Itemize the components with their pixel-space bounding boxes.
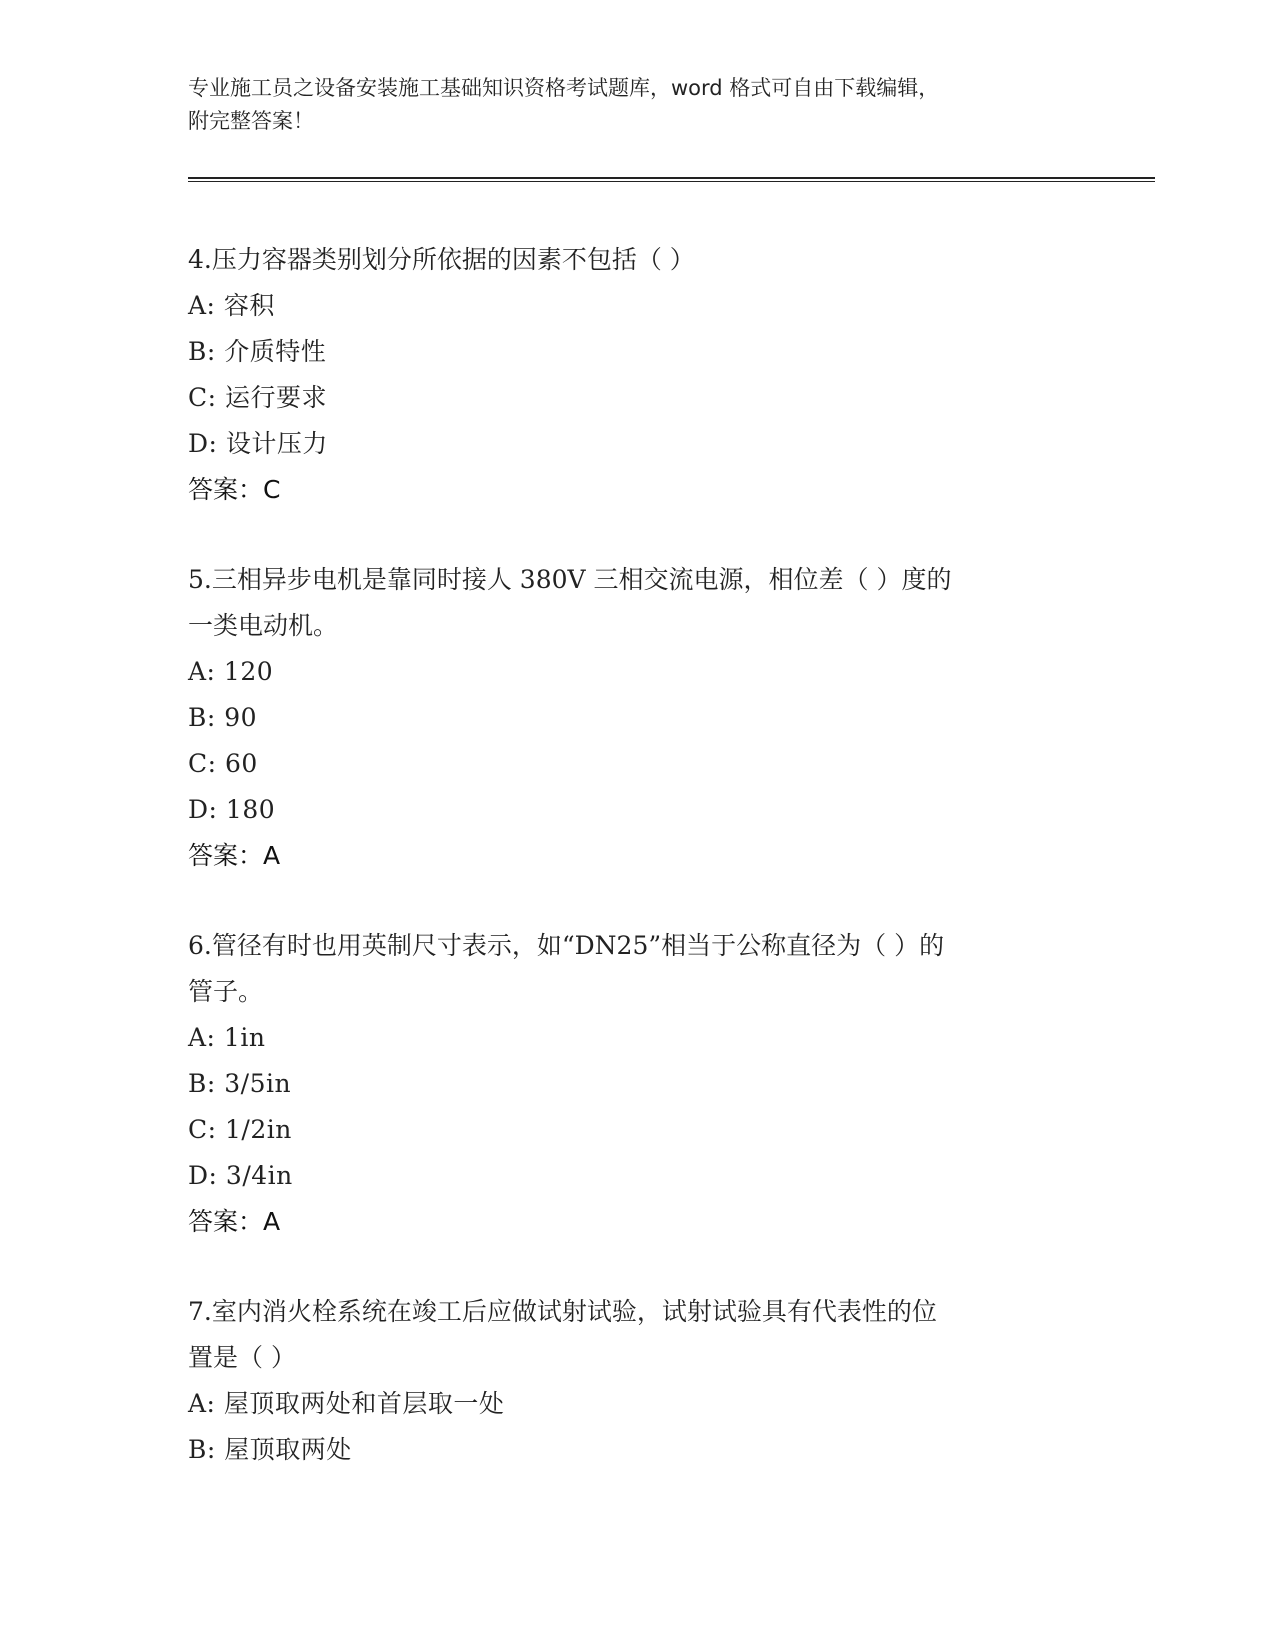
- question-list: [188, 237, 1088, 1517]
- question-stem-continued: 置是（ ）: [188, 1343, 296, 1372]
- option-a: A: 1in: [188, 1023, 266, 1052]
- question-4: [188, 237, 1088, 513]
- option-c: C: 1/2in: [188, 1115, 292, 1144]
- option-b: B: 屋顶取两处: [188, 1435, 352, 1464]
- document-header: [188, 72, 1068, 138]
- option-b: B: 介质特性: [188, 337, 327, 366]
- option-a: A: 容积: [188, 291, 275, 320]
- header-divider-thin: [188, 181, 1155, 182]
- option-c: C: 运行要求: [188, 383, 327, 412]
- header-divider-thick: [188, 177, 1155, 179]
- answer-line: 答案：A: [188, 841, 281, 870]
- header-line-1: 专业施工员之设备安装施工基础知识资格考试题库，word 格式可自由下载编辑，: [188, 76, 940, 100]
- header-line-2: 附完整答案！: [188, 109, 314, 133]
- question-stem: 5.三相异步电机是靠同时接人 380V 三相交流电源，相位差（ ）度的: [188, 565, 952, 594]
- question-5: [188, 557, 1088, 879]
- option-b: B: 90: [188, 703, 258, 732]
- answer-line: 答案：A: [188, 1207, 281, 1236]
- option-d: D: 设计压力: [188, 429, 328, 458]
- question-stem: 6.管径有时也用英制尺寸表示，如“DN25”相当于公称直径为（ ）的: [188, 931, 945, 960]
- answer-line: 答案：C: [188, 475, 281, 504]
- option-a: A: 120: [188, 657, 274, 686]
- option-b: B: 3/5in: [188, 1069, 292, 1098]
- question-stem-continued: 管子。: [188, 977, 264, 1006]
- option-a: A: 屋顶取两处和首层取一处: [188, 1389, 505, 1418]
- question-stem: 7.室内消火栓系统在竣工后应做试射试验，试射试验具有代表性的位: [188, 1297, 937, 1326]
- question-stem: 4.压力容器类别划分所依据的因素不包括（ ）: [188, 245, 695, 274]
- question-stem-continued: 一类电动机。: [188, 611, 339, 640]
- question-6: [188, 923, 1088, 1245]
- option-d: D: 180: [188, 795, 276, 824]
- option-c: C: 60: [188, 749, 258, 778]
- option-d: D: 3/4in: [188, 1161, 293, 1190]
- question-7: [188, 1289, 1088, 1473]
